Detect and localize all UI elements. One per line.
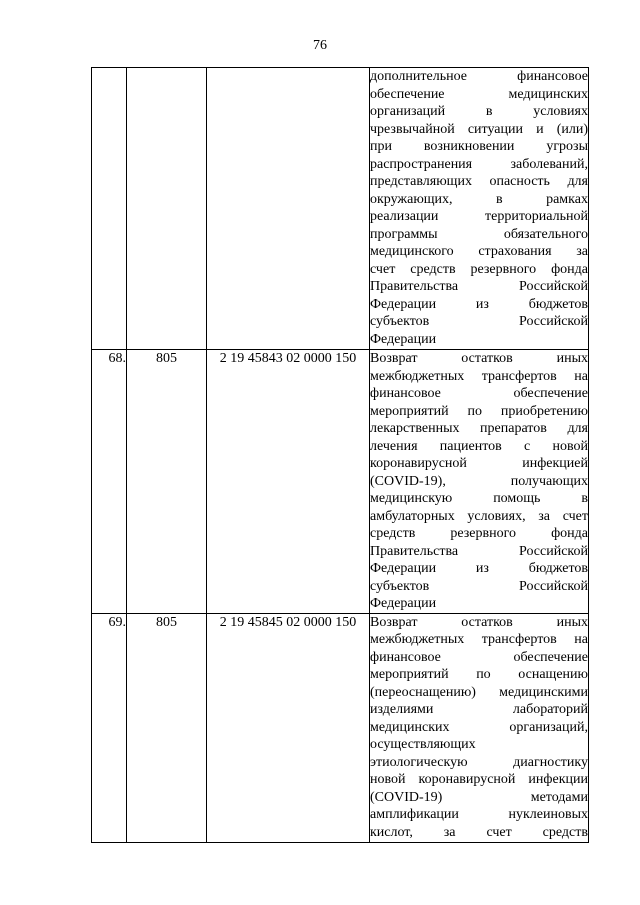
description-line: осуществляющих xyxy=(370,737,476,752)
description-line: Правительства Российской xyxy=(370,279,588,294)
description-line: при возникновении угрозы xyxy=(370,139,588,154)
description-line: дополнительное финансовое xyxy=(370,69,588,84)
description-line: (COVID-19), получающих xyxy=(370,473,588,489)
admin-code: 805 xyxy=(127,613,207,842)
description-line: субъектов Российской xyxy=(370,314,588,329)
row-number: 69. xyxy=(92,613,127,842)
description-line: мероприятий по оснащению xyxy=(370,667,588,682)
description-line: чрезвычайной ситуации и (или) xyxy=(370,121,588,137)
description-line: распространения заболеваний, xyxy=(370,156,588,172)
description-line: новой коронавирусной инфекции xyxy=(370,772,588,787)
description-line: (COVID-19) методами xyxy=(370,789,588,805)
description-line: изделиями лабораторий xyxy=(370,702,588,717)
description-line: программы обязательного xyxy=(370,226,588,242)
description-line: межбюджетных трансфертов на xyxy=(370,632,588,647)
description-line: медицинского страхования за xyxy=(370,244,588,259)
description-line: лечения пациентов с новой xyxy=(370,438,588,454)
budget-classification-code: 2 19 45843 02 0000 150 xyxy=(207,350,370,614)
description-line: финансовое обеспечение xyxy=(370,386,588,401)
description-line: субъектов Российской xyxy=(370,578,588,594)
income-description xyxy=(370,68,589,350)
description-line: средств резервного фонда xyxy=(370,526,588,541)
description-line: медицинскую помощь в xyxy=(370,491,588,506)
description-line: представляющих опасность для xyxy=(370,174,588,189)
description-line: обеспечение медицинских xyxy=(370,86,588,102)
description-line: Федерации xyxy=(370,596,437,611)
row-number xyxy=(92,68,127,350)
table-row xyxy=(92,350,589,614)
description-line: межбюджетных трансфертов на xyxy=(370,368,588,384)
description-line: кислот, за счет средств xyxy=(370,824,588,840)
income-description xyxy=(370,350,589,614)
description-line: (переоснащению) медицинскими xyxy=(370,684,588,700)
description-line: Федерации xyxy=(370,331,437,347)
table-row xyxy=(92,613,589,842)
page-number: 76 xyxy=(313,38,327,53)
description-line: медицинских организаций, xyxy=(370,719,588,735)
description-line: мероприятий по приобретению xyxy=(370,403,588,419)
description-line: организаций в условиях xyxy=(370,104,588,119)
budget-codes-table xyxy=(91,67,589,843)
description-line: Федерации из бюджетов xyxy=(370,561,588,576)
description-line: амбулаторных условиях, за счет xyxy=(370,508,588,524)
description-line: финансовое обеспечение xyxy=(370,649,588,665)
row-number: 68. xyxy=(92,350,127,614)
description-line: окружающих, в рамках xyxy=(370,191,588,207)
admin-code: 805 xyxy=(127,350,207,614)
description-line: лекарственных препаратов для xyxy=(370,421,588,436)
income-description xyxy=(370,613,589,842)
description-line: амплификации нуклеиновых xyxy=(370,807,588,822)
description-line: коронавирусной инфекцией xyxy=(370,456,588,471)
table-row xyxy=(92,68,589,350)
description-line: счет средств резервного фонда xyxy=(370,261,588,277)
admin-code xyxy=(127,68,207,350)
description-line: Правительства Российской xyxy=(370,543,588,559)
description-line: Возврат остатков иных xyxy=(370,614,588,630)
description-line: этиологическую диагностику xyxy=(370,754,588,770)
description-line: Федерации из бюджетов xyxy=(370,296,588,312)
budget-classification-code: 2 19 45845 02 0000 150 xyxy=(207,613,370,842)
description-line: Возврат остатков иных xyxy=(370,351,588,366)
budget-classification-code xyxy=(207,68,370,350)
description-line: реализации территориальной xyxy=(370,209,588,224)
